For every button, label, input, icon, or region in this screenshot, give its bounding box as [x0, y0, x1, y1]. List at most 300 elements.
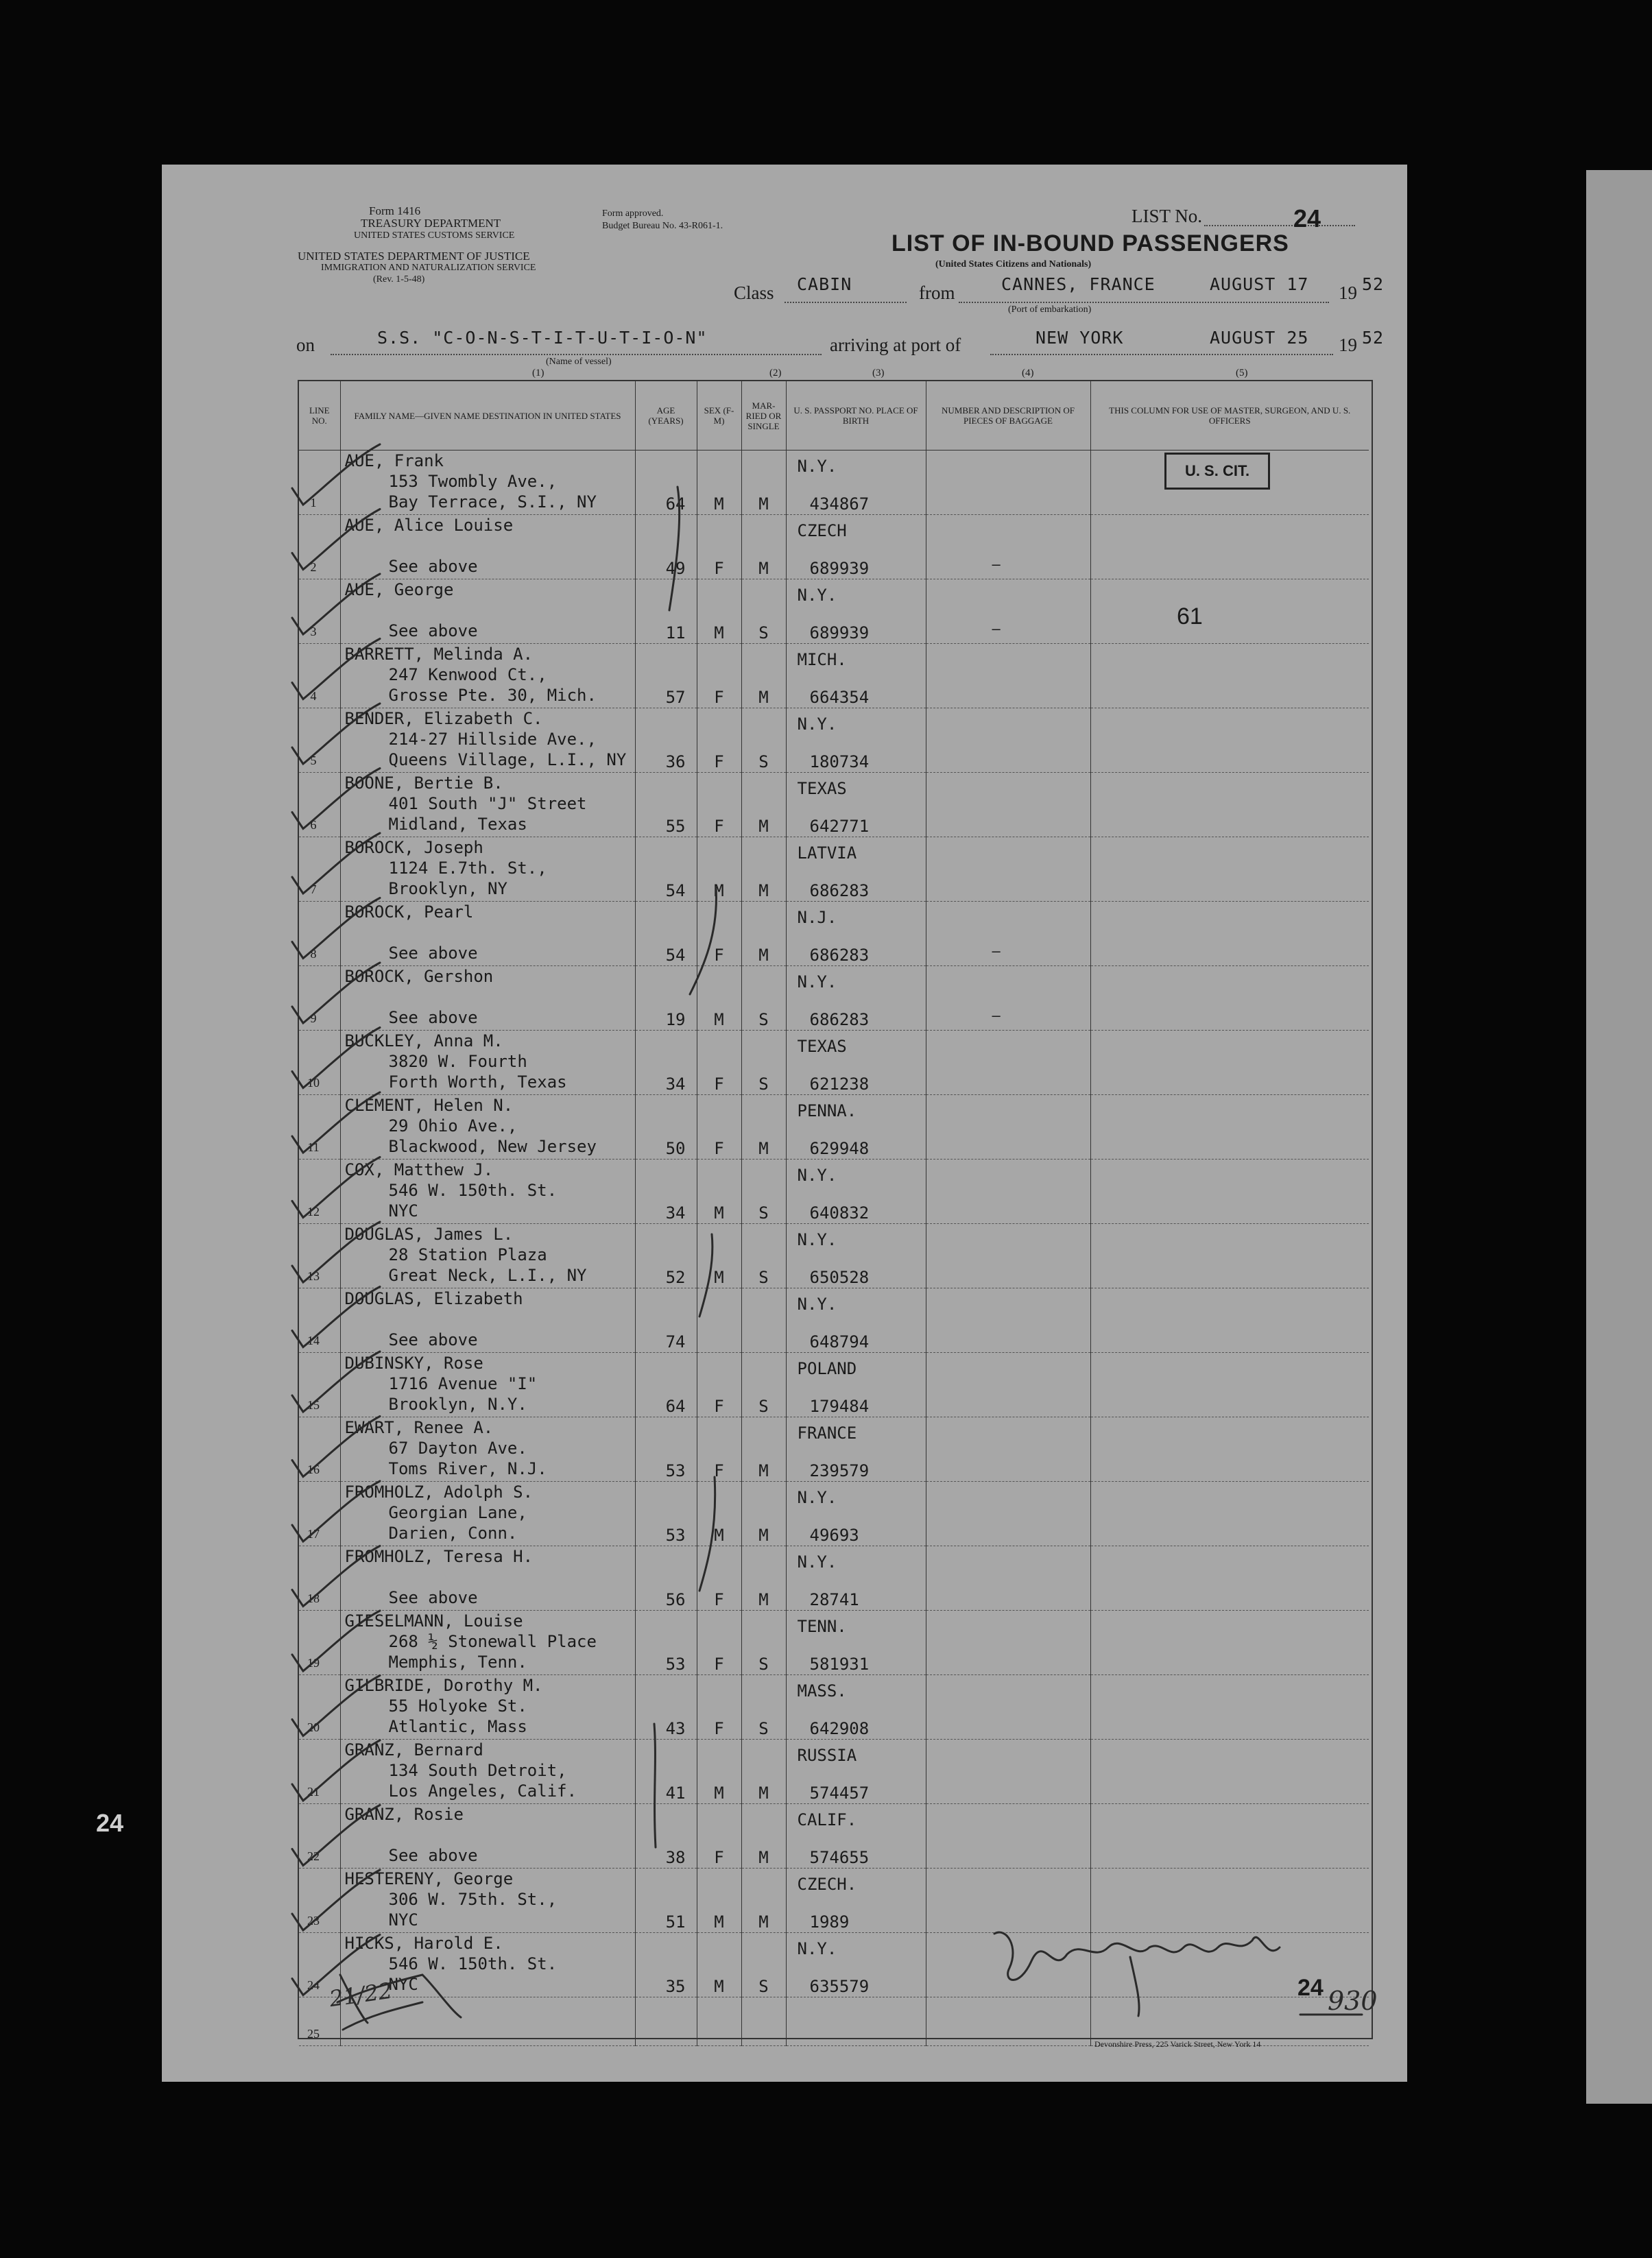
baggage-cell	[926, 902, 1090, 966]
passenger-name: GRANZ, Bernard	[344, 1740, 483, 1759]
married-cell	[741, 1482, 786, 1546]
passenger-age: 57	[665, 688, 686, 707]
name-cell	[340, 1482, 635, 1546]
place-of-birth: N.Y.	[797, 714, 837, 734]
passenger-sex: F	[714, 1139, 724, 1158]
age-cell	[635, 515, 697, 579]
us-citizen-stamp: U. S. CIT.	[1164, 453, 1270, 490]
place-of-birth: N.Y.	[797, 1230, 837, 1249]
passport-cell	[786, 966, 926, 1031]
table-row	[299, 1740, 1369, 1804]
passenger-sex: F	[714, 752, 724, 771]
address-line-1: Georgian Lane,	[388, 1503, 527, 1522]
passenger-name: CLEMENT, Helen N.	[344, 1096, 514, 1115]
passport-cell	[786, 837, 926, 902]
sex-cell	[697, 966, 741, 1031]
line-number: 3	[310, 625, 317, 638]
on-label: on	[296, 335, 315, 355]
passenger-name: AUE, Frank	[344, 451, 444, 470]
marital-status: M	[758, 1912, 769, 1932]
name-cell	[340, 1740, 635, 1804]
line-number: 17	[307, 1527, 320, 1541]
passenger-age: 55	[665, 817, 686, 836]
embarkation-caption: (Port of embarkation)	[1008, 304, 1092, 315]
passenger-age: 74	[665, 1332, 686, 1352]
passport-number: 621238	[809, 1074, 870, 1094]
treasury-department: TREASURY DEPARTMENT	[361, 217, 501, 230]
married-cell	[741, 1675, 786, 1740]
passenger-age: 64	[665, 1397, 686, 1416]
passport-cell	[786, 644, 926, 708]
name-cell	[340, 451, 635, 515]
table-row	[299, 1611, 1369, 1675]
table-row	[299, 902, 1369, 966]
sex-cell	[697, 1804, 741, 1869]
column-header-age: AGE (YEARS)	[635, 381, 697, 451]
passport-number: 574457	[809, 1783, 870, 1803]
line-number: 14	[307, 1334, 320, 1347]
line-number: 2	[310, 560, 317, 574]
sex-cell	[697, 644, 741, 708]
age-cell	[635, 1675, 697, 1740]
passport-cell	[786, 1160, 926, 1224]
place-of-birth: N.Y.	[797, 1295, 837, 1314]
arrival-line	[990, 354, 1333, 355]
address-line-2: See above	[388, 1846, 478, 1865]
passenger-sex: M	[714, 1526, 724, 1545]
age-cell	[635, 644, 697, 708]
officer-cell	[1090, 708, 1369, 773]
age-cell	[635, 1997, 697, 2046]
line-cell	[299, 1031, 340, 1095]
table-row	[299, 1675, 1369, 1740]
married-cell	[741, 644, 786, 708]
line-cell	[299, 837, 340, 902]
married-cell	[741, 773, 786, 837]
passenger-name: BOROCK, Gershon	[344, 967, 494, 986]
passenger-age: 43	[665, 1719, 686, 1738]
marital-status: S	[758, 623, 769, 642]
place-of-birth: TEXAS	[797, 779, 847, 798]
address-line-2: Great Neck, L.I., NY	[388, 1266, 587, 1285]
passenger-age: 36	[665, 752, 686, 771]
officer-cell	[1090, 902, 1369, 966]
list-number-label: LIST No.	[1132, 206, 1203, 226]
married-cell	[741, 579, 786, 644]
baggage-entry: –	[992, 620, 1001, 637]
officer-cell	[1090, 644, 1369, 708]
passport-number: 686283	[809, 1010, 870, 1029]
passport-number: 581931	[809, 1655, 870, 1674]
name-cell	[340, 1546, 635, 1611]
place-of-birth: PENNA.	[797, 1101, 857, 1120]
arrival-year: 52	[1362, 328, 1385, 348]
address-line-2: Toms River, N.J.	[388, 1459, 547, 1478]
passenger-sex: M	[714, 1010, 724, 1029]
baggage-cell	[926, 1224, 1090, 1288]
officer-note: 61	[1177, 603, 1203, 629]
age-cell	[635, 1224, 697, 1288]
line-cell	[299, 708, 340, 773]
passport-number: 179484	[809, 1397, 870, 1416]
address-line-2: Darien, Conn.	[388, 1524, 518, 1543]
line-cell	[299, 1160, 340, 1224]
marital-status: S	[758, 1719, 769, 1738]
marital-status: M	[758, 881, 769, 900]
baggage-cell	[926, 837, 1090, 902]
passenger-name: BOROCK, Pearl	[344, 902, 474, 922]
passenger-name: BUCKLEY, Anna M.	[344, 1031, 503, 1050]
table-row	[299, 1417, 1369, 1482]
marital-status: M	[758, 559, 769, 578]
sex-cell	[697, 1546, 741, 1611]
passport-number: 648794	[809, 1332, 870, 1352]
name-cell	[340, 966, 635, 1031]
age-cell	[635, 708, 697, 773]
officer-cell	[1090, 966, 1369, 1031]
passport-number: 640832	[809, 1203, 870, 1223]
justice-department: UNITED STATES DEPARTMENT OF JUSTICE	[298, 250, 530, 263]
marital-status: M	[758, 1461, 769, 1480]
passport-cell	[786, 1224, 926, 1288]
address-line-2: Grosse Pte. 30, Mich.	[388, 686, 597, 705]
line-cell	[299, 1804, 340, 1869]
place-of-birth: RUSSIA	[797, 1746, 857, 1765]
passenger-age: 35	[665, 1977, 686, 1996]
passport-number: 664354	[809, 688, 870, 707]
passenger-age: 49	[665, 559, 686, 578]
address-line-2: Los Angeles, Calif.	[388, 1781, 577, 1801]
baggage-cell	[926, 644, 1090, 708]
name-cell	[340, 515, 635, 579]
married-cell	[741, 1224, 786, 1288]
departure-year: 52	[1362, 274, 1385, 294]
sex-cell	[697, 515, 741, 579]
married-cell	[741, 902, 786, 966]
sex-cell	[697, 708, 741, 773]
passport-cell	[786, 1288, 926, 1353]
passport-cell	[786, 708, 926, 773]
sex-cell	[697, 451, 741, 515]
passport-number: 686283	[809, 946, 870, 965]
manifest-page	[162, 165, 1407, 2082]
marital-status: S	[758, 1977, 769, 1996]
sex-cell	[697, 1160, 741, 1224]
baggage-cell	[926, 966, 1090, 1031]
table-row	[299, 1933, 1369, 1997]
line-number: 16	[307, 1463, 320, 1476]
baggage-cell	[926, 708, 1090, 773]
line-number: 13	[307, 1269, 320, 1283]
officer-cell	[1090, 1546, 1369, 1611]
sex-cell	[697, 1933, 741, 1997]
passport-cell	[786, 1675, 926, 1740]
name-cell	[340, 644, 635, 708]
passenger-sex: F	[714, 688, 724, 707]
table-row	[299, 1160, 1369, 1224]
customs-service: UNITED STATES CUSTOMS SERVICE	[354, 230, 515, 241]
address-line-1: 268 ½ Stonewall Place	[388, 1632, 597, 1651]
sex-cell	[697, 1095, 741, 1160]
married-cell	[741, 515, 786, 579]
line-number: 18	[307, 1592, 320, 1605]
address-line-2: Atlantic, Mass	[388, 1717, 527, 1736]
table-row	[299, 515, 1369, 579]
table-row	[299, 966, 1369, 1031]
arrival-port: NEW YORK	[1036, 328, 1124, 348]
married-cell	[741, 1997, 786, 2046]
passenger-sex: F	[714, 1848, 724, 1867]
passenger-name: HESTERENY, George	[344, 1869, 514, 1888]
table-row	[299, 1288, 1369, 1353]
baggage-cell	[926, 451, 1090, 515]
passenger-sex: M	[714, 1912, 724, 1932]
passport-cell	[786, 579, 926, 644]
line-cell	[299, 1224, 340, 1288]
age-cell	[635, 773, 697, 837]
passenger-age: 38	[665, 1848, 686, 1867]
column-header-officers: THIS COLUMN FOR USE OF MASTER, SURGEON, AND U. S. OFFICERS	[1090, 381, 1369, 451]
officer-cell	[1090, 1804, 1369, 1869]
name-cell	[340, 773, 635, 837]
age-cell	[635, 837, 697, 902]
column-number-4: (4)	[1022, 368, 1034, 379]
marital-status: M	[758, 1526, 769, 1545]
married-cell	[741, 1353, 786, 1417]
place-of-birth: LATVIA	[797, 843, 857, 863]
page-number: 24	[96, 1809, 124, 1837]
address-line-2: Memphis, Tenn.	[388, 1653, 527, 1672]
passenger-table	[299, 381, 1369, 2046]
line-cell	[299, 451, 340, 515]
line-number: 5	[310, 754, 317, 767]
passenger-name: DOUGLAS, Elizabeth	[344, 1289, 523, 1308]
passenger-name: FROMHOLZ, Adolph S.	[344, 1482, 534, 1502]
officer-cell	[1090, 579, 1369, 644]
passenger-age: 53	[665, 1526, 686, 1545]
address-line-2: NYC	[388, 1201, 418, 1221]
married-cell	[741, 708, 786, 773]
sex-cell	[697, 1740, 741, 1804]
passport-number: 1989	[809, 1912, 850, 1932]
passenger-age: 11	[665, 623, 686, 642]
line-number: 24	[307, 1978, 320, 1992]
place-of-birth: CZECH	[797, 521, 847, 540]
passport-number: 689939	[809, 559, 870, 578]
line-number: 21	[307, 1785, 320, 1799]
sex-cell	[697, 1417, 741, 1482]
married-cell	[741, 1546, 786, 1611]
marital-status: M	[758, 1848, 769, 1867]
line-cell	[299, 1546, 340, 1611]
column-header-name: FAMILY NAME—GIVEN NAME DESTINATION IN UNITED STATES	[340, 381, 635, 451]
baggage-cell	[926, 1417, 1090, 1482]
column-header-line: LINE NO.	[299, 381, 340, 451]
column-number-5: (5)	[1236, 368, 1248, 379]
marital-status: M	[758, 688, 769, 707]
age-cell	[635, 1095, 697, 1160]
passport-number: 574655	[809, 1848, 870, 1867]
sex-cell	[697, 773, 741, 837]
passenger-sex: F	[714, 1074, 724, 1094]
sex-cell	[697, 579, 741, 644]
address-line-2: Blackwood, New Jersey	[388, 1137, 597, 1156]
officer-cell	[1090, 1224, 1369, 1288]
officer-cell	[1090, 773, 1369, 837]
departure-year-prefix: 19	[1339, 283, 1357, 303]
passport-number: 635579	[809, 1977, 870, 1996]
line-cell	[299, 902, 340, 966]
address-line-2: Forth Worth, Texas	[388, 1072, 567, 1092]
from-label: from	[919, 283, 955, 303]
address-line-1: 214-27 Hillside Ave.,	[388, 730, 597, 749]
married-cell	[741, 1095, 786, 1160]
married-cell	[741, 1288, 786, 1353]
marital-status: S	[758, 752, 769, 771]
address-line-2: See above	[388, 557, 478, 576]
name-cell	[340, 1160, 635, 1224]
address-line-2: Bay Terrace, S.I., NY	[388, 492, 597, 512]
passenger-name: FROMHOLZ, Teresa H.	[344, 1547, 534, 1566]
sex-cell	[697, 1031, 741, 1095]
column-number-1: (1)	[532, 368, 544, 379]
place-of-birth: N.Y.	[797, 586, 837, 605]
age-cell	[635, 1933, 697, 1997]
corner-handwritten-note: 930	[1328, 1986, 1378, 2016]
place-of-birth: N.Y.	[797, 972, 837, 992]
age-cell	[635, 1160, 697, 1224]
left-handwritten-note: 21/22	[327, 1977, 394, 2013]
form-revision: (Rev. 1-5-48)	[373, 274, 425, 285]
married-cell	[741, 1869, 786, 1933]
page-title: LIST OF IN-BOUND PASSENGERS	[891, 230, 1289, 256]
line-number: 7	[310, 882, 317, 896]
line-cell	[299, 1095, 340, 1160]
passenger-age: 53	[665, 1655, 686, 1674]
passenger-sex: M	[714, 881, 724, 900]
passenger-age: 41	[665, 1783, 686, 1803]
address-line-1: 3820 W. Fourth	[388, 1052, 527, 1071]
passenger-age: 54	[665, 946, 686, 965]
name-cell	[340, 1031, 635, 1095]
baggage-cell	[926, 579, 1090, 644]
passenger-age: 51	[665, 1912, 686, 1932]
corner-page-number: 24	[1297, 1975, 1324, 2001]
name-cell	[340, 1804, 635, 1869]
place-of-birth: FRANCE	[797, 1424, 857, 1443]
place-of-birth: N.Y.	[797, 1939, 837, 1958]
passport-cell	[786, 773, 926, 837]
age-cell	[635, 1288, 697, 1353]
passenger-age: 52	[665, 1268, 686, 1287]
baggage-cell	[926, 1353, 1090, 1417]
baggage-cell	[926, 515, 1090, 579]
table-row	[299, 644, 1369, 708]
officer-cell	[1090, 1675, 1369, 1740]
passport-cell	[786, 1546, 926, 1611]
passenger-sex: F	[714, 559, 724, 578]
address-line-1: 153 Twombly Ave.,	[388, 472, 558, 491]
line-number: 25	[307, 2027, 320, 2041]
marital-status: S	[758, 1655, 769, 1674]
line-cell	[299, 1675, 340, 1740]
officer-cell	[1090, 1288, 1369, 1353]
marital-status: M	[758, 494, 769, 514]
passenger-sex: F	[714, 1397, 724, 1416]
age-cell	[635, 451, 697, 515]
vessel-line	[331, 354, 822, 355]
passport-number: 642771	[809, 817, 870, 836]
passport-cell	[786, 1804, 926, 1869]
passenger-name: AUE, Alice Louise	[344, 516, 514, 535]
passport-cell	[786, 1417, 926, 1482]
passenger-sex: M	[714, 1977, 724, 1996]
page-subtitle: (United States Citizens and Nationals)	[935, 259, 1092, 269]
passenger-name: HICKS, Harold E.	[344, 1934, 503, 1953]
marital-status: M	[758, 1590, 769, 1609]
vessel-caption: (Name of vessel)	[546, 357, 612, 367]
officer-cell	[1090, 515, 1369, 579]
passport-number: 686283	[809, 881, 870, 900]
officer-cell	[1090, 1160, 1369, 1224]
passport-number: 650528	[809, 1268, 870, 1287]
line-number: 8	[310, 947, 317, 961]
sex-cell	[697, 1869, 741, 1933]
line-cell	[299, 644, 340, 708]
line-cell	[299, 966, 340, 1031]
column-header-married: MAR-RIED OR SINGLE	[741, 381, 786, 451]
passenger-name: BARRETT, Melinda A.	[344, 645, 534, 664]
line-cell	[299, 579, 340, 644]
officer-cell	[1090, 1353, 1369, 1417]
baggage-cell	[926, 1095, 1090, 1160]
married-cell	[741, 1160, 786, 1224]
address-line-1: 55 Holyoke St.	[388, 1696, 527, 1716]
line-number: 20	[307, 1720, 320, 1734]
arriving-label: arriving at port of	[830, 335, 961, 355]
passport-cell	[786, 1611, 926, 1675]
name-cell	[340, 837, 635, 902]
table-row	[299, 837, 1369, 902]
married-cell	[741, 1933, 786, 1997]
table-row	[299, 1997, 1369, 2046]
marital-status: S	[758, 1074, 769, 1094]
passport-cell	[786, 1869, 926, 1933]
age-cell	[635, 1353, 697, 1417]
officer-cell	[1090, 837, 1369, 902]
passenger-name: EWART, Renee A.	[344, 1418, 494, 1437]
age-cell	[635, 1482, 697, 1546]
baggage-cell	[926, 1031, 1090, 1095]
passenger-sex: F	[714, 1655, 724, 1674]
marital-status: S	[758, 1397, 769, 1416]
place-of-birth: N.Y.	[797, 1488, 837, 1507]
marital-status: M	[758, 817, 769, 836]
passenger-name: COX, Matthew J.	[344, 1160, 494, 1179]
baggage-entry: –	[992, 555, 1001, 573]
passenger-sex: M	[714, 494, 724, 514]
address-line-2: Brooklyn, N.Y.	[388, 1395, 527, 1414]
passport-number: 642908	[809, 1719, 870, 1738]
column-header-sex: SEX (F-M)	[697, 381, 741, 451]
address-line-1: 1124 E.7th. St.,	[388, 858, 547, 878]
name-cell	[340, 1095, 635, 1160]
vessel-name: S.S. "C-O-N-S-T-I-T-U-T-I-O-N"	[377, 328, 708, 348]
sex-cell	[697, 1353, 741, 1417]
table-row	[299, 1546, 1369, 1611]
address-line-2: Queens Village, L.I., NY	[388, 750, 627, 769]
married-cell	[741, 1417, 786, 1482]
